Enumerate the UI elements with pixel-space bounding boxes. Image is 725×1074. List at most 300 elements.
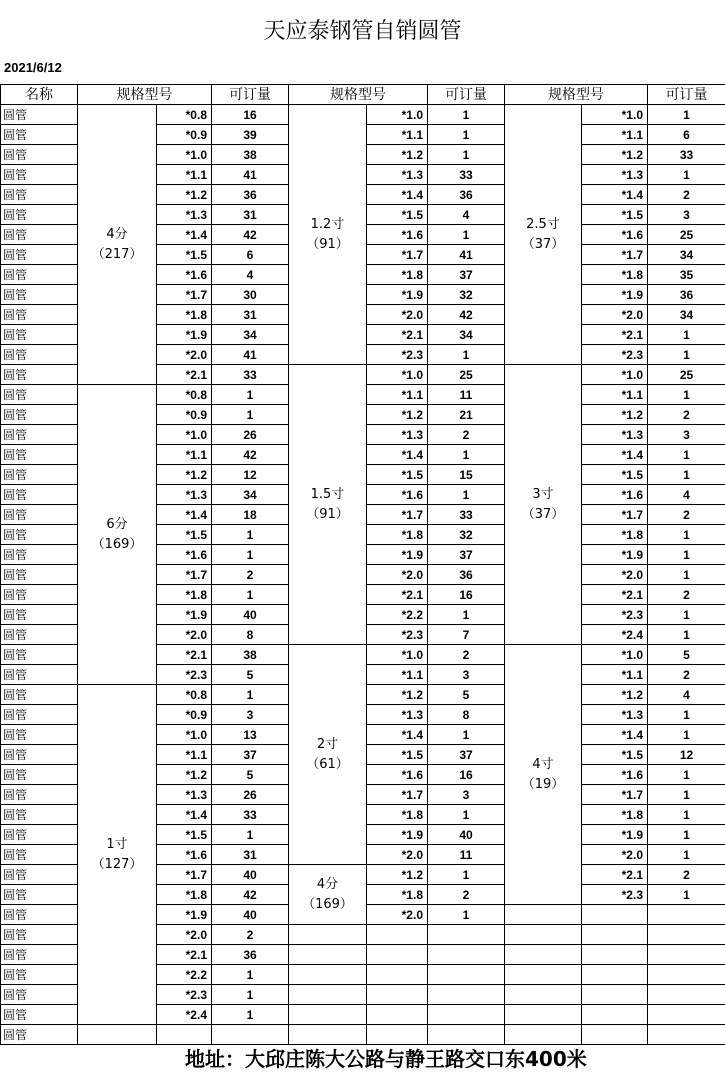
spec-cell: *1.9 xyxy=(157,325,212,345)
row-name: 圆管 xyxy=(1,525,78,545)
size-group-label xyxy=(289,365,367,645)
row-name: 圆管 xyxy=(1,465,78,485)
spec-cell: *0.9 xyxy=(157,125,212,145)
size-total: （37） xyxy=(521,236,565,252)
row-name: 圆管 xyxy=(1,905,78,925)
spec-cell: *2.1 xyxy=(157,945,212,965)
qty-cell: 13 xyxy=(212,725,289,745)
row-name: 圆管 xyxy=(1,245,78,265)
spec-cell: *1.8 xyxy=(157,585,212,605)
spec-cell: *2.0 xyxy=(367,905,428,925)
qty-cell: 1 xyxy=(428,225,505,245)
spec-cell: *1.2 xyxy=(157,765,212,785)
spec-cell: *1.6 xyxy=(367,765,428,785)
empty-cell xyxy=(505,1005,582,1025)
row-name: 圆管 xyxy=(1,745,78,765)
empty-cell xyxy=(157,1025,212,1045)
qty-cell: 39 xyxy=(212,125,289,145)
spec-cell: *1.9 xyxy=(367,545,428,565)
row-name: 圆管 xyxy=(1,585,78,605)
empty-cell xyxy=(428,1005,505,1025)
size-group-label xyxy=(289,645,367,865)
size-label: 1.5寸 xyxy=(310,486,345,502)
empty-cell xyxy=(582,1025,648,1045)
row-name: 圆管 xyxy=(1,985,78,1005)
qty-cell: 36 xyxy=(428,565,505,585)
empty-cell xyxy=(582,1005,648,1025)
spec-cell: *1.4 xyxy=(582,445,648,465)
size-total: （61） xyxy=(306,756,349,772)
size-total: （91） xyxy=(306,236,349,252)
spec-cell: *1.6 xyxy=(367,225,428,245)
header-row xyxy=(1,85,725,105)
qty-cell: 1 xyxy=(212,405,289,425)
size-label: 2.5寸 xyxy=(526,216,560,232)
row-name: 圆管 xyxy=(1,965,78,985)
size-total: （37） xyxy=(521,506,565,522)
empty-cell xyxy=(648,905,725,925)
spec-cell: *1.4 xyxy=(157,505,212,525)
spec-cell: *1.1 xyxy=(367,125,428,145)
size-label: 1.2寸 xyxy=(310,216,345,232)
sheet-date: 2021/6/12 xyxy=(4,60,62,75)
size-total: （217） xyxy=(91,246,143,262)
qty-cell: 40 xyxy=(428,825,505,845)
qty-cell: 1 xyxy=(648,705,725,725)
spec-cell: *1.9 xyxy=(367,285,428,305)
spec-cell: *1.3 xyxy=(367,165,428,185)
empty-cell xyxy=(212,1025,289,1045)
qty-cell: 1 xyxy=(428,125,505,145)
size-group-label xyxy=(289,865,367,925)
qty-cell: 4 xyxy=(648,685,725,705)
empty-cell xyxy=(289,945,367,965)
row-name: 圆管 xyxy=(1,765,78,785)
qty-cell: 1 xyxy=(648,345,725,365)
sheet-title: 天应泰钢管自销圆管 xyxy=(263,19,462,44)
spec-cell: *2.0 xyxy=(157,925,212,945)
row-name: 圆管 xyxy=(1,325,78,345)
qty-cell: 42 xyxy=(212,225,289,245)
empty-cell xyxy=(289,1025,367,1045)
qty-cell: 1 xyxy=(648,525,725,545)
qty-cell: 1 xyxy=(648,445,725,465)
spec-cell: *1.5 xyxy=(367,745,428,765)
qty-cell: 3 xyxy=(428,665,505,685)
spec-cell: *1.2 xyxy=(582,145,648,165)
qty-cell: 1 xyxy=(648,885,725,905)
spec-cell: *2.1 xyxy=(157,645,212,665)
spec-cell: *1.7 xyxy=(582,245,648,265)
size-group-label xyxy=(78,685,157,1025)
size-group-label xyxy=(505,105,582,365)
spec-cell: *2.1 xyxy=(367,585,428,605)
row-name: 圆管 xyxy=(1,1025,78,1045)
qty-cell: 21 xyxy=(428,405,505,425)
spec-cell: *2.2 xyxy=(367,605,428,625)
qty-cell: 41 xyxy=(212,165,289,185)
qty-cell: 1 xyxy=(212,545,289,565)
row-name: 圆管 xyxy=(1,545,78,565)
qty-cell: 6 xyxy=(648,125,725,145)
size-group-label xyxy=(78,105,157,385)
qty-cell: 33 xyxy=(212,365,289,385)
empty-cell xyxy=(428,945,505,965)
row-name: 圆管 xyxy=(1,725,78,745)
spec-cell: *1.5 xyxy=(582,465,648,485)
empty-cell xyxy=(648,1005,725,1025)
header-qty-1: 可订量 xyxy=(212,85,289,105)
spec-cell: *1.2 xyxy=(367,865,428,885)
qty-cell: 16 xyxy=(212,105,289,125)
spec-cell: *1.4 xyxy=(367,185,428,205)
qty-cell: 1 xyxy=(648,845,725,865)
empty-cell xyxy=(428,985,505,1005)
spec-cell: *1.2 xyxy=(582,685,648,705)
row-name: 圆管 xyxy=(1,265,78,285)
spec-cell: *2.3 xyxy=(157,665,212,685)
spec-cell: *1.3 xyxy=(367,425,428,445)
row-name: 圆管 xyxy=(1,105,78,125)
qty-cell: 25 xyxy=(648,225,725,245)
size-group-label xyxy=(78,385,157,685)
spec-cell: *1.0 xyxy=(582,365,648,385)
spec-cell: *1.9 xyxy=(582,825,648,845)
row-name: 圆管 xyxy=(1,785,78,805)
row-name: 圆管 xyxy=(1,685,78,705)
qty-cell: 1 xyxy=(212,385,289,405)
qty-cell: 30 xyxy=(212,285,289,305)
qty-cell: 1 xyxy=(648,545,725,565)
empty-cell xyxy=(428,1025,505,1045)
qty-cell: 1 xyxy=(428,105,505,125)
spec-cell: *1.0 xyxy=(157,145,212,165)
spec-cell: *1.5 xyxy=(367,465,428,485)
empty-cell xyxy=(367,925,428,945)
spec-cell: *1.1 xyxy=(582,665,648,685)
qty-cell: 2 xyxy=(648,505,725,525)
qty-cell: 4 xyxy=(212,265,289,285)
row-name: 圆管 xyxy=(1,505,78,525)
row-name: 圆管 xyxy=(1,865,78,885)
empty-cell xyxy=(428,965,505,985)
spec-cell: *2.1 xyxy=(582,865,648,885)
spec-cell: *2.3 xyxy=(157,985,212,1005)
empty-cell xyxy=(367,965,428,985)
spec-cell: *1.4 xyxy=(157,225,212,245)
spec-cell: *2.4 xyxy=(582,625,648,645)
size-label: 1寸 xyxy=(106,836,128,852)
spec-cell: *1.2 xyxy=(157,185,212,205)
spec-cell: *1.3 xyxy=(582,425,648,445)
empty-cell xyxy=(367,945,428,965)
qty-cell: 1 xyxy=(648,725,725,745)
qty-cell: 34 xyxy=(648,305,725,325)
row-name: 圆管 xyxy=(1,665,78,685)
row-name: 圆管 xyxy=(1,405,78,425)
qty-cell: 1 xyxy=(648,625,725,645)
spec-cell: *1.1 xyxy=(582,385,648,405)
spec-cell: *1.8 xyxy=(157,885,212,905)
row-name: 圆管 xyxy=(1,845,78,865)
empty-cell xyxy=(289,985,367,1005)
spec-cell: *1.9 xyxy=(157,905,212,925)
empty-cell xyxy=(505,1025,582,1045)
qty-cell: 36 xyxy=(212,185,289,205)
size-group-label xyxy=(505,645,582,905)
qty-cell: 33 xyxy=(212,805,289,825)
header-spec-2: 规格型号 xyxy=(289,85,428,105)
qty-cell: 2 xyxy=(428,645,505,665)
empty-cell xyxy=(582,945,648,965)
spec-cell: *1.5 xyxy=(157,825,212,845)
qty-cell: 37 xyxy=(428,745,505,765)
spec-cell: *1.5 xyxy=(157,525,212,545)
qty-cell: 2 xyxy=(648,405,725,425)
spec-cell: *2.3 xyxy=(582,885,648,905)
row-name: 圆管 xyxy=(1,305,78,325)
spec-cell: *1.1 xyxy=(367,665,428,685)
spec-cell: *2.1 xyxy=(582,325,648,345)
qty-cell: 31 xyxy=(212,305,289,325)
spec-cell: *1.1 xyxy=(367,385,428,405)
qty-cell: 1 xyxy=(212,525,289,545)
qty-cell: 1 xyxy=(648,105,725,125)
qty-cell: 1 xyxy=(648,605,725,625)
size-label: 6分 xyxy=(106,516,128,532)
qty-cell: 1 xyxy=(212,685,289,705)
qty-cell: 36 xyxy=(212,945,289,965)
inventory-table xyxy=(0,84,725,1045)
row-name: 圆管 xyxy=(1,605,78,625)
qty-cell: 42 xyxy=(428,305,505,325)
spec-cell: *2.0 xyxy=(157,345,212,365)
spec-cell: *2.0 xyxy=(367,845,428,865)
empty-cell xyxy=(582,965,648,985)
qty-cell: 1 xyxy=(428,445,505,465)
spec-cell: *1.7 xyxy=(582,785,648,805)
qty-cell: 3 xyxy=(648,205,725,225)
spec-cell: *2.2 xyxy=(157,965,212,985)
spec-cell: *1.6 xyxy=(157,265,212,285)
empty-cell xyxy=(367,1025,428,1045)
row-name: 圆管 xyxy=(1,445,78,465)
spec-cell: *1.4 xyxy=(367,445,428,465)
qty-cell: 4 xyxy=(648,485,725,505)
row-name: 圆管 xyxy=(1,165,78,185)
qty-cell: 1 xyxy=(428,145,505,165)
qty-cell: 11 xyxy=(428,385,505,405)
spec-cell: *1.0 xyxy=(582,645,648,665)
row-name: 圆管 xyxy=(1,185,78,205)
spec-cell: *1.4 xyxy=(157,805,212,825)
spec-cell: *2.0 xyxy=(367,565,428,585)
spec-cell: *1.6 xyxy=(582,485,648,505)
size-label: 4寸 xyxy=(532,756,554,772)
qty-cell: 1 xyxy=(648,765,725,785)
qty-cell: 2 xyxy=(648,185,725,205)
row-name: 圆管 xyxy=(1,425,78,445)
qty-cell: 42 xyxy=(212,885,289,905)
row-name: 圆管 xyxy=(1,1005,78,1025)
spec-cell: *0.8 xyxy=(157,105,212,125)
qty-cell: 38 xyxy=(212,145,289,165)
spec-cell: *1.3 xyxy=(157,485,212,505)
qty-cell: 1 xyxy=(428,865,505,885)
inventory-table-body xyxy=(1,85,725,1045)
qty-cell: 31 xyxy=(212,845,289,865)
row-name: 圆管 xyxy=(1,705,78,725)
spec-cell: *2.4 xyxy=(157,1005,212,1025)
spec-cell: *1.0 xyxy=(157,725,212,745)
qty-cell: 41 xyxy=(428,245,505,265)
spec-cell: *1.9 xyxy=(157,605,212,625)
spec-cell: *1.4 xyxy=(582,185,648,205)
spec-cell: *1.5 xyxy=(367,205,428,225)
empty-cell xyxy=(582,985,648,1005)
spec-cell: *0.8 xyxy=(157,685,212,705)
table-row xyxy=(1,1025,725,1045)
size-label: 2寸 xyxy=(316,736,339,752)
qty-cell: 1 xyxy=(428,805,505,825)
qty-cell: 1 xyxy=(212,585,289,605)
header-spec-3: 规格型号 xyxy=(505,85,648,105)
row-name: 圆管 xyxy=(1,145,78,165)
empty-cell xyxy=(505,985,582,1005)
empty-cell xyxy=(289,925,367,945)
spec-cell: *2.0 xyxy=(582,305,648,325)
spec-cell: *1.8 xyxy=(367,805,428,825)
spec-cell: *1.3 xyxy=(367,705,428,725)
qty-cell: 2 xyxy=(648,585,725,605)
spec-cell: *1.8 xyxy=(582,805,648,825)
size-label: 4分 xyxy=(106,226,128,242)
empty-cell xyxy=(582,925,648,945)
table-row xyxy=(1,105,725,125)
row-name: 圆管 xyxy=(1,805,78,825)
empty-cell xyxy=(648,965,725,985)
qty-cell: 33 xyxy=(428,505,505,525)
qty-cell: 2 xyxy=(648,865,725,885)
spec-cell: *1.6 xyxy=(157,545,212,565)
size-group-label xyxy=(289,105,367,365)
qty-cell: 37 xyxy=(212,745,289,765)
spec-cell: *1.0 xyxy=(157,425,212,445)
qty-cell: 7 xyxy=(428,625,505,645)
qty-cell: 1 xyxy=(648,805,725,825)
spec-cell: *1.3 xyxy=(582,705,648,725)
qty-cell: 40 xyxy=(212,605,289,625)
spec-cell: *1.5 xyxy=(582,745,648,765)
qty-cell: 1 xyxy=(648,325,725,345)
row-name: 圆管 xyxy=(1,285,78,305)
row-name: 圆管 xyxy=(1,625,78,645)
qty-cell: 40 xyxy=(212,905,289,925)
empty-cell xyxy=(648,985,725,1005)
address-footer: 地址：大邱庄陈大公路与静王路交口东400米 xyxy=(185,1047,587,1071)
qty-cell: 36 xyxy=(428,185,505,205)
spec-cell: *0.9 xyxy=(157,705,212,725)
qty-cell: 25 xyxy=(428,365,505,385)
size-total: （127） xyxy=(91,856,143,872)
empty-cell xyxy=(582,905,648,925)
qty-cell: 6 xyxy=(212,245,289,265)
spec-cell: *1.6 xyxy=(582,765,648,785)
spec-cell: *1.5 xyxy=(157,245,212,265)
size-label: 3寸 xyxy=(532,486,554,502)
size-label: 4分 xyxy=(316,876,339,892)
spec-cell: *1.8 xyxy=(367,885,428,905)
row-name: 圆管 xyxy=(1,825,78,845)
qty-cell: 31 xyxy=(212,205,289,225)
qty-cell: 1 xyxy=(648,565,725,585)
qty-cell: 1 xyxy=(212,965,289,985)
row-name: 圆管 xyxy=(1,385,78,405)
spec-cell: *1.8 xyxy=(367,265,428,285)
qty-cell: 32 xyxy=(428,525,505,545)
spec-cell: *2.3 xyxy=(367,625,428,645)
qty-cell: 16 xyxy=(428,765,505,785)
spec-cell: *2.3 xyxy=(367,345,428,365)
qty-cell: 33 xyxy=(428,165,505,185)
spec-cell: *1.5 xyxy=(582,205,648,225)
spec-cell: *2.1 xyxy=(367,325,428,345)
spec-cell: *2.3 xyxy=(582,345,648,365)
qty-cell: 3 xyxy=(212,705,289,725)
qty-cell: 37 xyxy=(428,265,505,285)
qty-cell: 1 xyxy=(648,465,725,485)
spec-cell: *2.0 xyxy=(582,565,648,585)
qty-cell: 2 xyxy=(428,425,505,445)
spec-cell: *1.1 xyxy=(157,745,212,765)
row-name: 圆管 xyxy=(1,225,78,245)
spec-cell: *2.1 xyxy=(157,365,212,385)
spec-cell: *1.3 xyxy=(582,165,648,185)
empty-cell xyxy=(289,965,367,985)
row-name: 圆管 xyxy=(1,885,78,905)
empty-cell xyxy=(648,925,725,945)
qty-cell: 35 xyxy=(648,265,725,285)
spec-cell: *1.7 xyxy=(367,785,428,805)
qty-cell: 34 xyxy=(648,245,725,265)
spec-cell: *1.1 xyxy=(157,445,212,465)
spec-cell: *1.8 xyxy=(157,305,212,325)
qty-cell: 1 xyxy=(212,1005,289,1025)
qty-cell: 1 xyxy=(428,605,505,625)
spec-cell: *1.3 xyxy=(157,205,212,225)
spec-cell: *1.2 xyxy=(367,685,428,705)
spec-cell: *1.1 xyxy=(582,125,648,145)
spec-cell: *1.0 xyxy=(367,365,428,385)
size-total: （19） xyxy=(521,776,565,792)
qty-cell: 8 xyxy=(428,705,505,725)
spec-cell: *1.9 xyxy=(582,545,648,565)
row-name: 圆管 xyxy=(1,205,78,225)
spec-cell: *1.6 xyxy=(582,225,648,245)
qty-cell: 18 xyxy=(212,505,289,525)
qty-cell: 38 xyxy=(212,645,289,665)
spec-cell: *1.0 xyxy=(367,645,428,665)
row-name: 圆管 xyxy=(1,945,78,965)
empty-cell xyxy=(505,965,582,985)
qty-cell: 1 xyxy=(428,345,505,365)
spec-cell: *1.1 xyxy=(157,165,212,185)
row-name: 圆管 xyxy=(1,485,78,505)
spec-cell: *1.7 xyxy=(157,565,212,585)
empty-cell xyxy=(648,1025,725,1045)
qty-cell: 12 xyxy=(648,745,725,765)
row-name: 圆管 xyxy=(1,645,78,665)
